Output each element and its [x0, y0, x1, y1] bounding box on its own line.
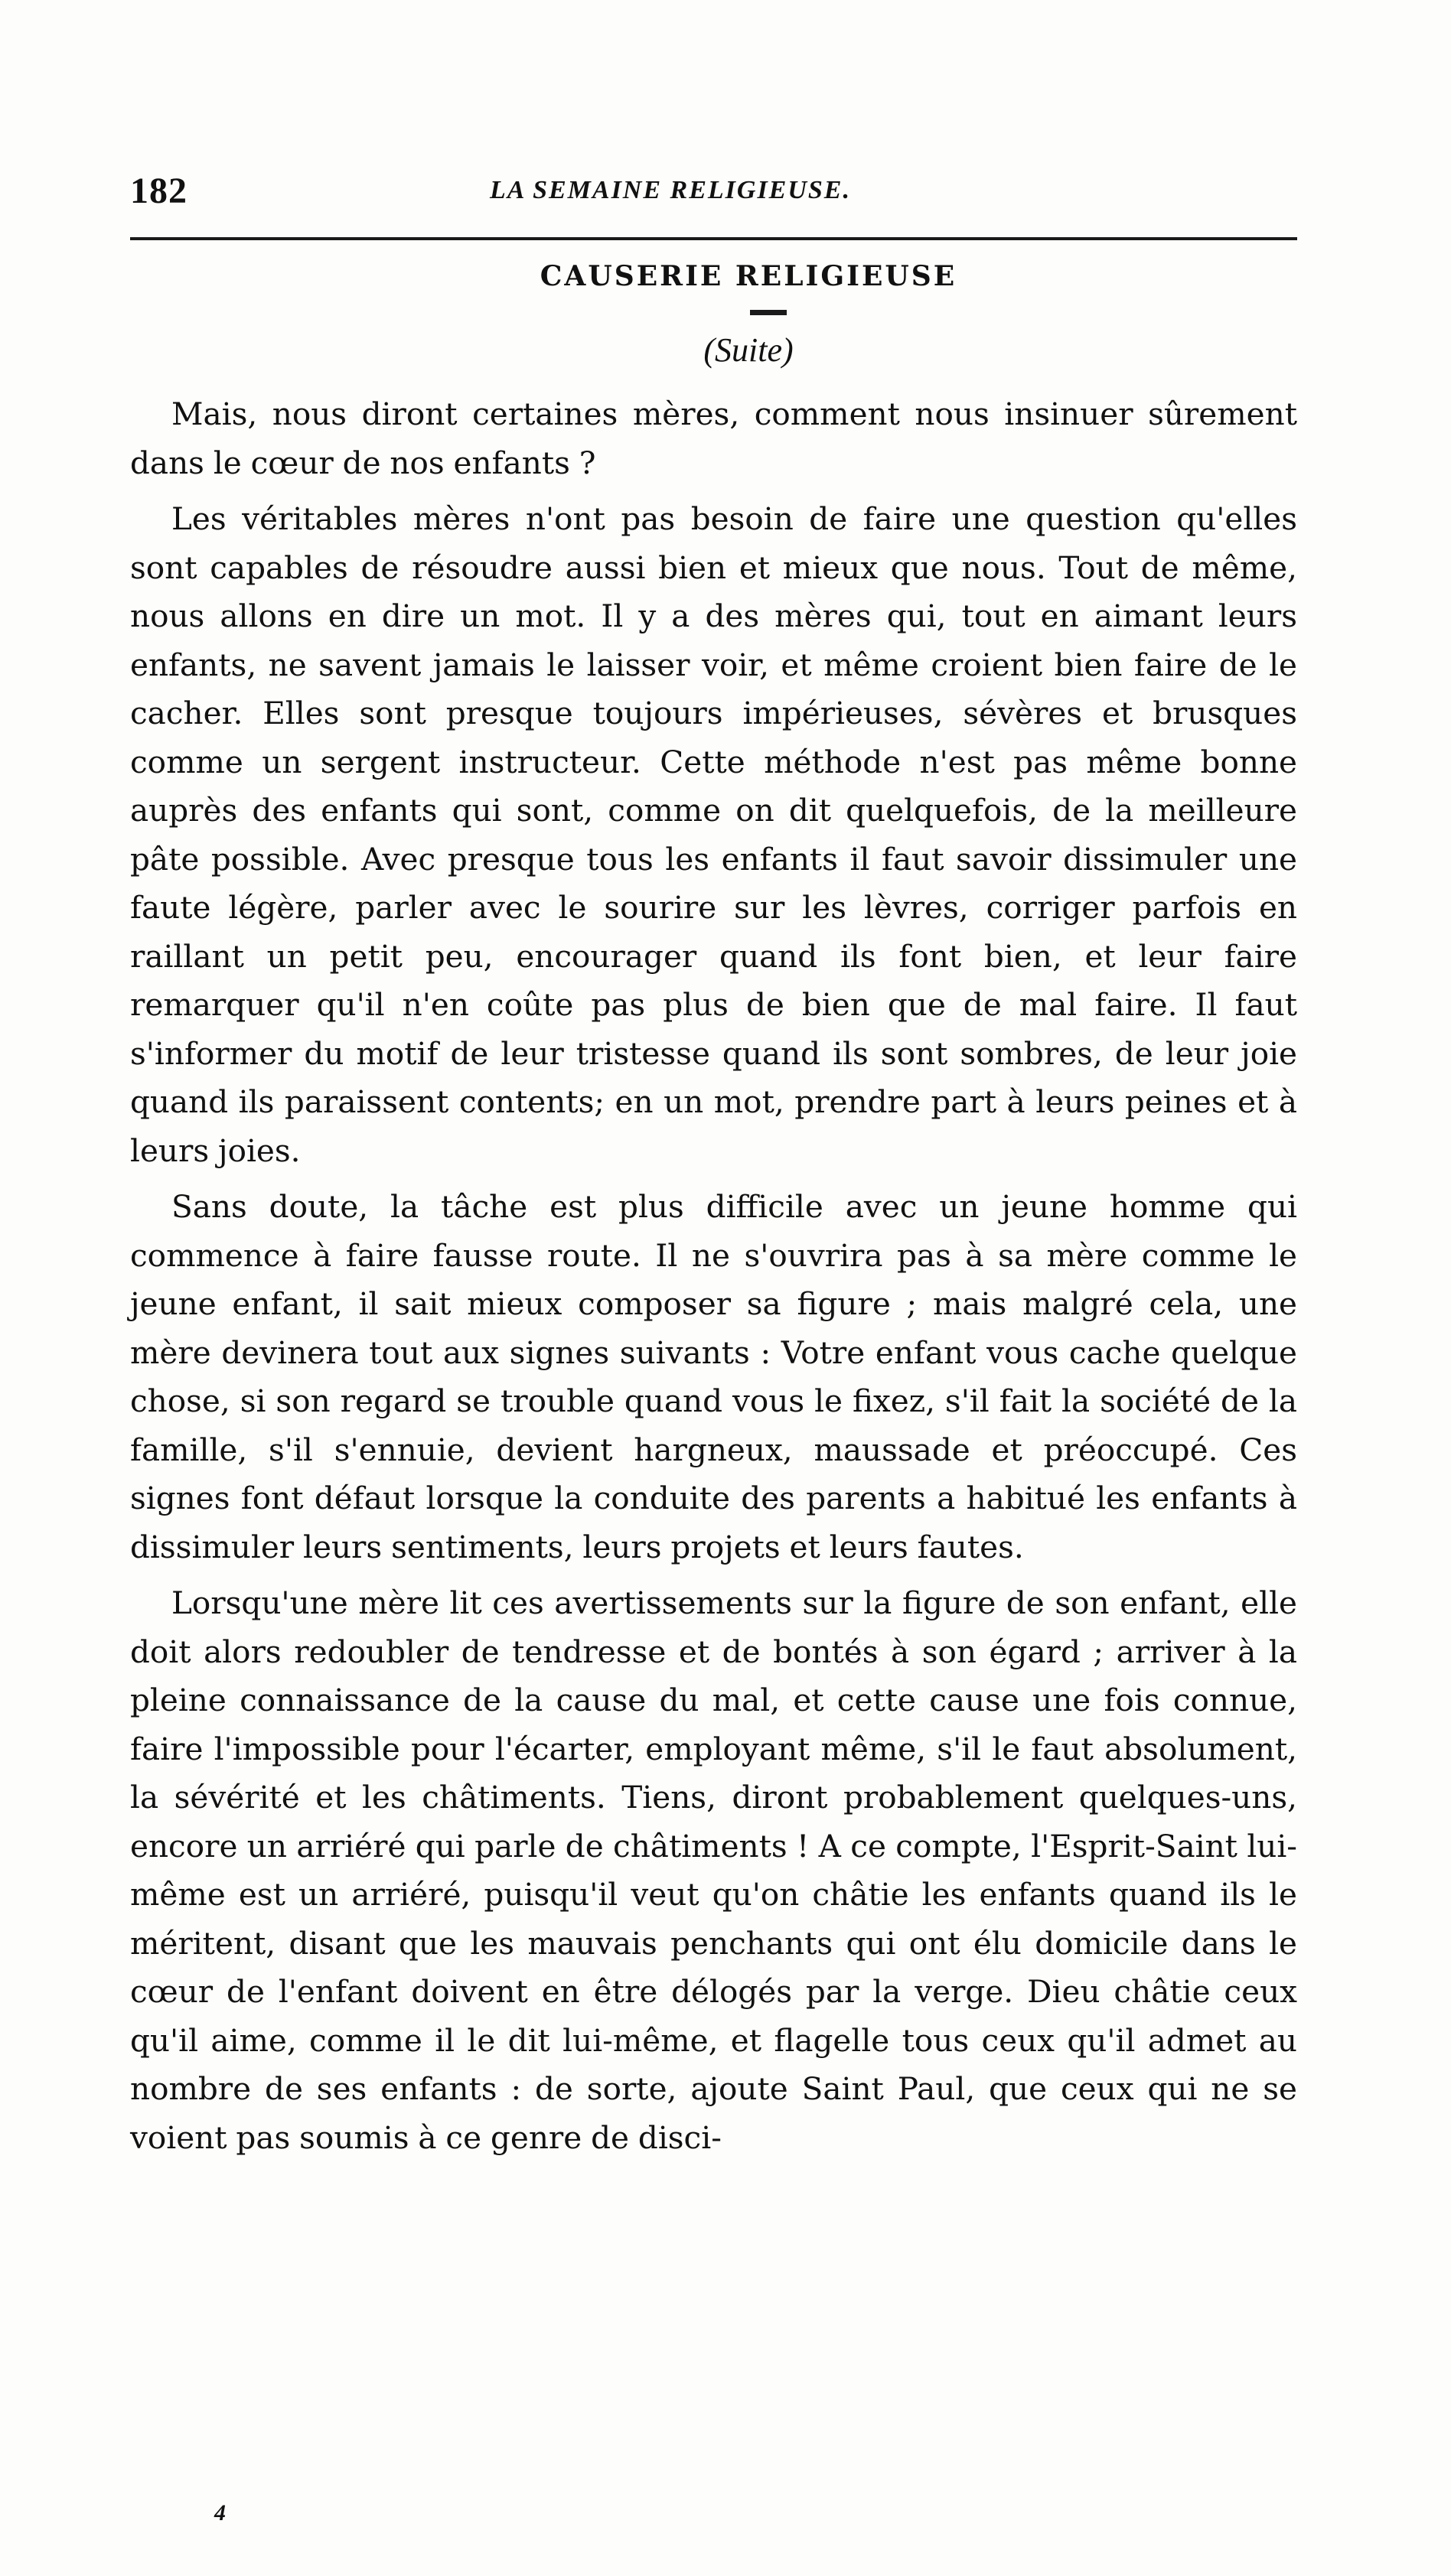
signature-mark: 4	[214, 2500, 226, 2526]
paragraph: Mais, nous diront certaines mères, comment nous insinuer sûrement dans le cœur de nos enfants ?	[130, 396, 1297, 481]
page-number: 182	[130, 171, 187, 211]
paragraph: Lorsqu'une mère lit ces avertissements sur la figure de son enfant, elle doit alors redoubler de tendresse et de bontés à son égard ; arriver à la pleine connaissance de la cause du mal, et cette cause une fois connue, faire l'impossible pour l'écarter, employant même, s'il le faut absolument, la sévérité et les châtiments. Tiens, diront probablement quelques-uns, encore un arriéré qui parle de châtiments ! A ce compte, l'Esprit-Saint lui-même est un arriéré, puisqu'il veut qu'on châtie les enfants quand ils le méritent, disant que les mauvais penchants qui ont élu domicile dans le cœur de l'enfant doivent en être délogés par la verge. Dieu châtie ceux qu'il aime, comme il le dit lui-même, et flagelle tous ceux qu'il admet au nombre de ses enfants : de sorte, ajoute Saint Paul, que ceux qui ne se voient pas soumis à ce genre de disci-	[130, 1584, 1297, 2156]
header-rule	[130, 237, 1297, 240]
journal-title: LA SEMAINE RELIGIEUSE.	[490, 176, 851, 204]
article-body	[130, 390, 1297, 2170]
article-title: CAUSERIE RELIGIEUSE	[540, 260, 957, 292]
paragraph: Les véritables mères n'ont pas besoin de faire une question qu'elles sont capables de résoudre aussi bien et mieux que nous. Tout de même, nous allons en dire un mot. Il y a des mères qui, tout en aimant leurs enfants, ne savent jamais le laisser voir, et même croient bien faire de le cacher. Elles sont presque toujours impérieuses, sévères et brusques comme un sergent instructeur. Cette méthode n'est pas même bonne auprès des enfants qui sont, comme on dit quelquefois, de la meilleure pâte possible. Avec presque tous les enfants il faut savoir dissimuler une faute légère, parler avec le sourire sur les lèvres, corriger parfois en raillant un petit peu, encourager quand ils font bien, et leur faire remarquer qu'il n'en coûte pas plus de bien que de mal faire. Il faut s'informer du motif de leur tristesse quand ils sont sombres, de leur joie quand ils paraissent contents; en un mot, prendre part à leurs peines et à leurs joies.	[130, 500, 1297, 1169]
running-head	[130, 170, 1293, 216]
title-dash	[750, 310, 787, 315]
article-subtitle: (Suite)	[703, 331, 794, 369]
paragraph: Sans doute, la tâche est plus difficile avec un jeune homme qui commence à faire fausse route. Il ne s'ouvrira pas à sa mère comme le jeune enfant, il sait mieux composer sa figure ; mais malgré cela, une mère devinera tout aux signes suivants : Votre enfant vous cache quelque chose, si son regard se trouble quand vous le fixez, s'il fait la société de la famille, s'il s'ennuie, devient hargneux, maussade et préoccupé. Ces signes font défaut lorsque la conduite des parents a habitué les enfants à dissimuler leurs sentiments, leurs projets et leurs fautes.	[130, 1188, 1297, 1565]
